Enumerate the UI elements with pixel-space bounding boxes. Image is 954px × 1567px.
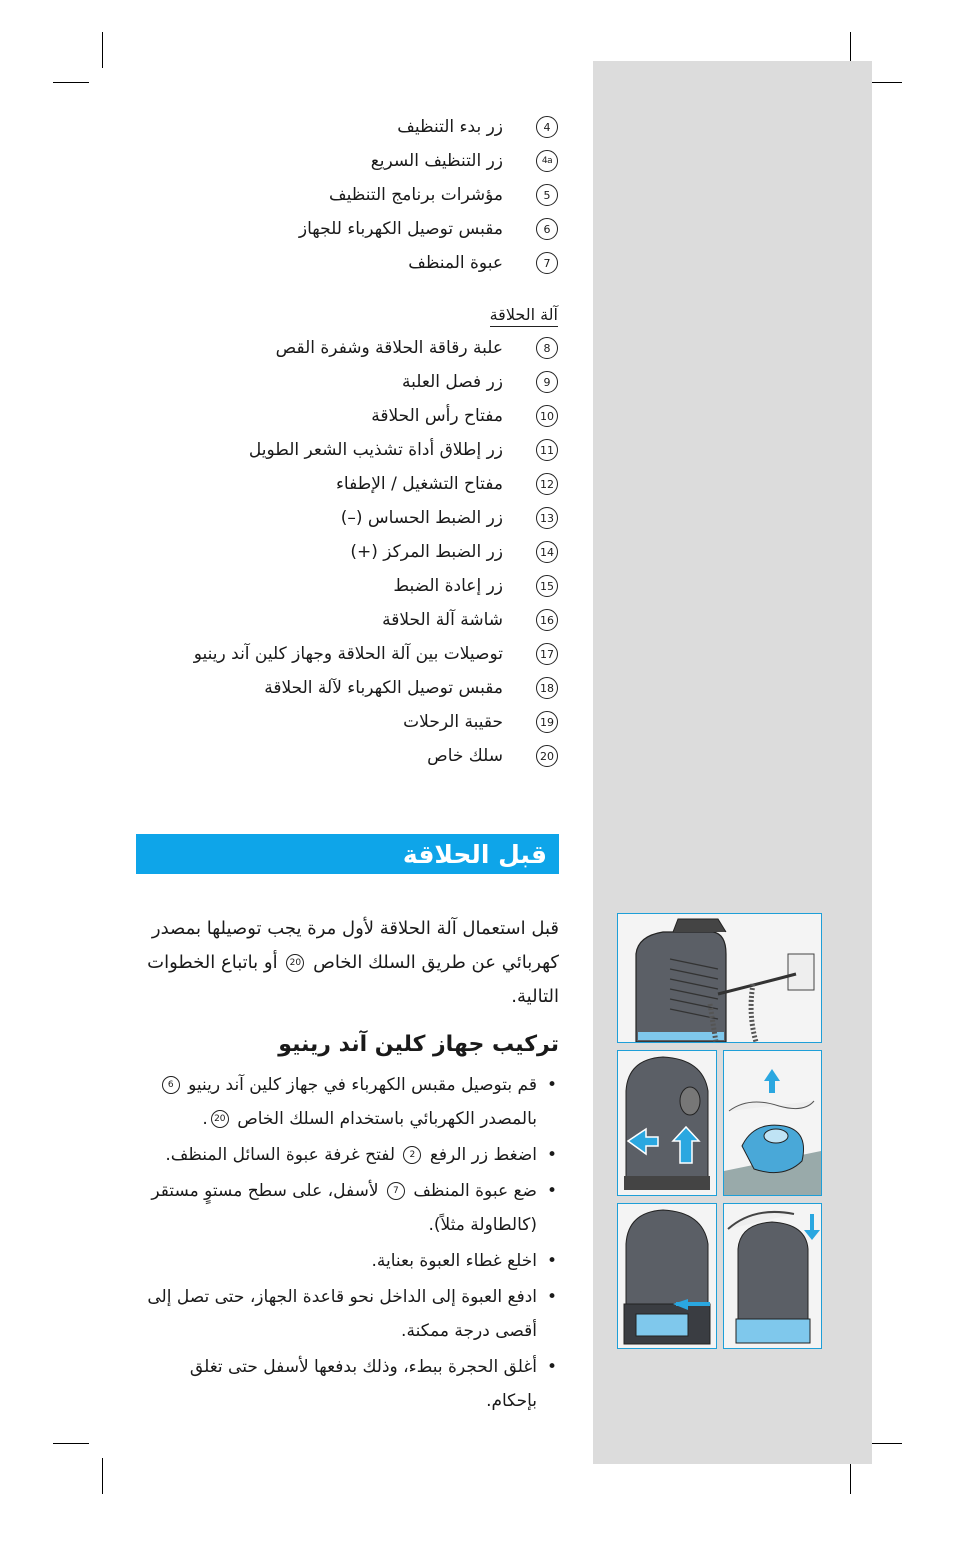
item-number: 7 — [536, 252, 558, 274]
list-item — [136, 1138, 559, 1172]
inline-number: 2 — [403, 1146, 421, 1164]
item-number: 6 — [536, 218, 558, 240]
crop-mark — [102, 1458, 103, 1494]
figure-open-chamber — [617, 1050, 717, 1196]
item-label: مفتاح رأس الحلاقة — [371, 406, 503, 426]
list-item — [393, 572, 558, 600]
inline-number: 20 — [211, 1110, 229, 1128]
list-item — [194, 640, 558, 668]
item-number: 12 — [536, 473, 558, 495]
list-item — [136, 1068, 559, 1136]
section-banner — [136, 834, 559, 874]
figure-cartridge-lid — [723, 1050, 822, 1196]
crop-mark — [53, 82, 89, 83]
item-number: 4a — [536, 150, 558, 172]
list-item — [329, 181, 558, 209]
inline-number: 6 — [162, 1076, 180, 1094]
step-text: أغلق الحجرة ببطء، وذلك بدفعها لأسفل حتى تغلق بإحكام. — [189, 1357, 537, 1411]
list-item — [136, 1350, 559, 1418]
list-item — [299, 215, 558, 243]
list-item — [136, 1244, 559, 1278]
inline-number: 20 — [286, 954, 304, 972]
item-number: 16 — [536, 609, 558, 631]
item-label: عبوة المنظف — [408, 253, 503, 273]
list-item — [371, 147, 558, 175]
push-cartridge-illustration — [618, 1204, 716, 1348]
item-label: سلك خاص — [427, 746, 503, 766]
item-number: 17 — [536, 643, 558, 665]
item-label: زر الضبط المركز (+) — [350, 542, 503, 562]
item-number: 4 — [536, 116, 558, 138]
item-label: مقبس توصيل الكهرباء للجهاز — [298, 219, 503, 239]
item-label: مؤشرات برنامج التنظيف — [329, 185, 503, 205]
list-item — [371, 402, 558, 430]
item-number: 18 — [536, 677, 558, 699]
list-item — [249, 436, 558, 464]
step-text: ادفع العبوة إلى الداخل نحو قاعدة الجهاز، حتى تصل إلى أقصى درجة ممكنة. — [147, 1287, 537, 1341]
remove-lid-illustration — [724, 1051, 821, 1195]
item-number: 14 — [536, 541, 558, 563]
item-label: شاشة آلة الحلاقة — [382, 610, 503, 630]
item-number: 15 — [536, 575, 558, 597]
step-text: لفتح غرفة عبوة السائل المنظف. — [165, 1145, 395, 1165]
intro-paragraph — [136, 912, 559, 1014]
item-label: زر التنظيف السريع — [370, 151, 503, 171]
list-item — [402, 368, 558, 396]
setup-heading: تركيب جهاز كلين آند رينيو — [278, 1032, 559, 1057]
list-item — [136, 1174, 559, 1242]
item-number: 13 — [536, 507, 558, 529]
list-item — [136, 1280, 559, 1348]
list-item — [408, 249, 558, 277]
item-number: 19 — [536, 711, 558, 733]
list-item — [427, 742, 558, 770]
step-text: لأسفل، على سطح مستوٍ مستقر (كالطاولة مثلاً). — [151, 1181, 537, 1235]
item-label: زر إطلاق أداة تشذيب الشعر الطويل — [248, 440, 503, 460]
item-label: علبة رقاقة الحلاقة وشفرة القص — [275, 338, 503, 358]
step-text: بالمصدر الكهربائي باستخدام السلك الخاص — [237, 1109, 537, 1129]
item-number: 8 — [536, 337, 558, 359]
item-label: مقبس توصيل الكهرباء لآلة الحلاقة — [264, 678, 503, 698]
item-number: 11 — [536, 439, 558, 461]
close-chamber-illustration — [724, 1204, 821, 1348]
item-number: 20 — [536, 745, 558, 767]
item-label: زر الضبط الحساس (–) — [340, 508, 503, 528]
intro-text-end: أو باتباع الخطوات التالية. — [147, 952, 559, 1007]
section-title: قبل الحلاقة — [402, 839, 547, 869]
list-item — [276, 334, 558, 362]
item-label: حقيبة الرحلات — [403, 712, 503, 732]
step-text: اخلع غطاء العبوة بعناية. — [371, 1251, 537, 1271]
crop-mark — [53, 1443, 89, 1444]
item-number: 9 — [536, 371, 558, 393]
list-item — [264, 674, 558, 702]
setup-steps — [136, 1068, 559, 1420]
list-item — [403, 708, 558, 736]
item-number: 5 — [536, 184, 558, 206]
shaver-heading: آلة الحلاقة — [490, 305, 558, 327]
figure-close-chamber — [723, 1203, 822, 1349]
list-item — [382, 606, 558, 634]
list-item — [350, 538, 558, 566]
item-label: مفتاح التشغيل / الإطفاء — [335, 474, 503, 494]
crop-mark — [102, 32, 103, 68]
list-item — [397, 113, 558, 141]
step-text: قم بتوصيل مقبس الكهرباء في جهاز كلين آند رينيو — [188, 1075, 537, 1095]
step-text: . — [202, 1109, 208, 1129]
list-item — [336, 470, 558, 498]
item-label: زر إعادة الضبط — [393, 576, 503, 596]
item-number: 10 — [536, 405, 558, 427]
cleaning-station-plug-illustration — [618, 914, 821, 1042]
figure-power-connection — [617, 913, 822, 1043]
step-text: ضع عبوة المنظف — [413, 1181, 537, 1201]
step-text: اضغط زر الرفع — [429, 1145, 537, 1165]
list-item — [341, 504, 558, 532]
intro-text: قبل استعمال آلة الحلاقة لأول مرة يجب توصيلها بمصدر كهربائي عن طريق السلك الخاص — [151, 918, 559, 973]
figure-insert-cartridge — [617, 1203, 717, 1349]
item-label: زر بدء التنظيف — [397, 117, 503, 137]
item-label: توصيلات بين آلة الحلاقة وجهاز كلين آند رينيو — [193, 644, 503, 664]
item-label: زر فصل العلبة — [402, 372, 503, 392]
inline-number: 7 — [387, 1182, 405, 1200]
station-lift-button-illustration — [618, 1051, 716, 1195]
